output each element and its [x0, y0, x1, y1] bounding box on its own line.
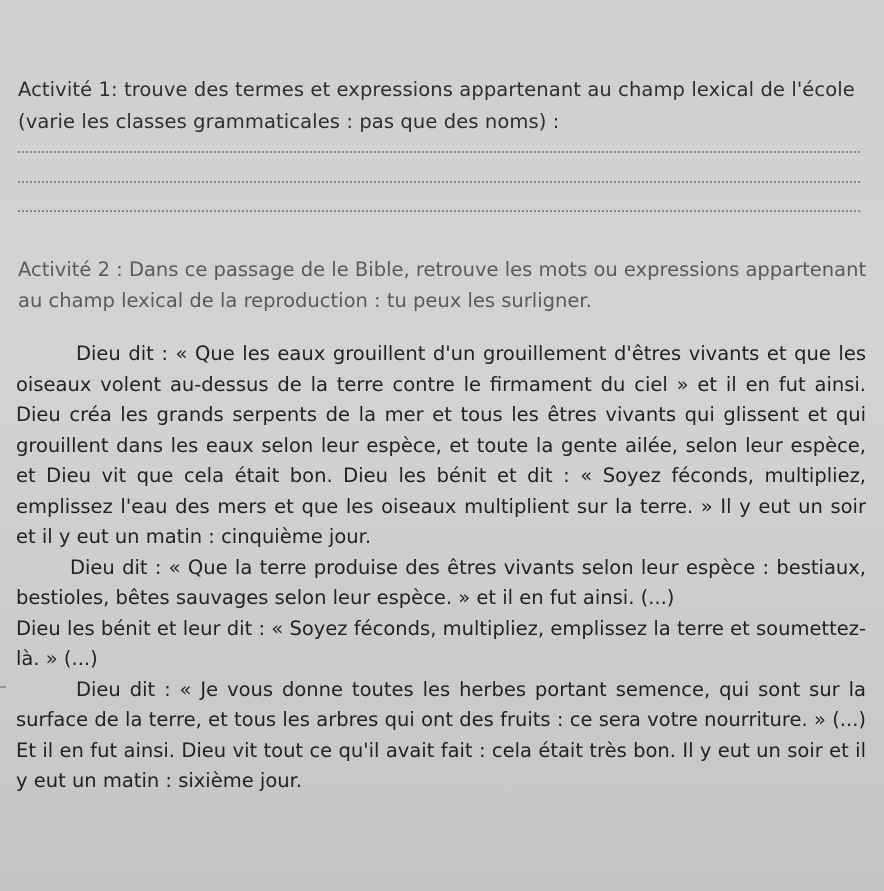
passage-paragraph-2: Dieu dit : « Que la terre produise des êtres vivants selon leur espèce : bestiaux, bestioles, bêtes sauvages selon leur espèce. » et il en fut ainsi. (...)	[16, 555, 866, 609]
answer-line-1[interactable]	[18, 151, 860, 153]
edge-mark	[0, 686, 6, 688]
passage-paragraph-1: Dieu dit : « Que les eaux grouillent d'un grouillement d'êtres vivants et que les oiseaux volent au-dessus de la terre contre le firmament du ciel » et il en fut ainsi. Dieu créa les grands serpents de la mer et tous les êtres vivants qui glissent et qui grouillent dans les eaux selon leur espèce, et toute la gente ailée, selon leur espèce, et Dieu vit que cela était bon. Dieu les bénit et dit : « Soyez féconds, multipliez, emplissez l'eau des mers et que les oiseaux multiplient sur la terre. » Il y eut un soir et il y eut un matin : cinquième jour.	[16, 342, 866, 548]
answer-line-3[interactable]	[18, 210, 860, 212]
activity-1-instruction: Activité 1: trouve des termes et expressions appartenant au champ lexical de l'école (varie les classes grammaticales : pas que des noms) :	[18, 78, 855, 133]
bible-passage	[16, 339, 866, 797]
answer-line-2[interactable]	[18, 181, 860, 183]
passage-paragraph-3: Dieu les bénit et leur dit : « Soyez féconds, multipliez, emplissez la terre et soumettez-là. » (...)	[16, 616, 866, 670]
passage-paragraph-4: Dieu dit : « Je vous donne toutes les herbes portant semence, qui sont sur la surface de la terre, et tous les arbres qui ont des fruits : ce sera votre nourriture. » (...) Et il en fut ainsi. Dieu vit tout ce qu'il avait fait : cela était très bon. Il y eut un soir et il y eut un matin : sixième jour.	[16, 677, 866, 792]
activity-2-instruction: Activité 2 : Dans ce passage de le Bible, retrouve les mots ou expressions appartenant au champ lexical de la reproduction : tu peux les surligner.	[18, 258, 867, 312]
